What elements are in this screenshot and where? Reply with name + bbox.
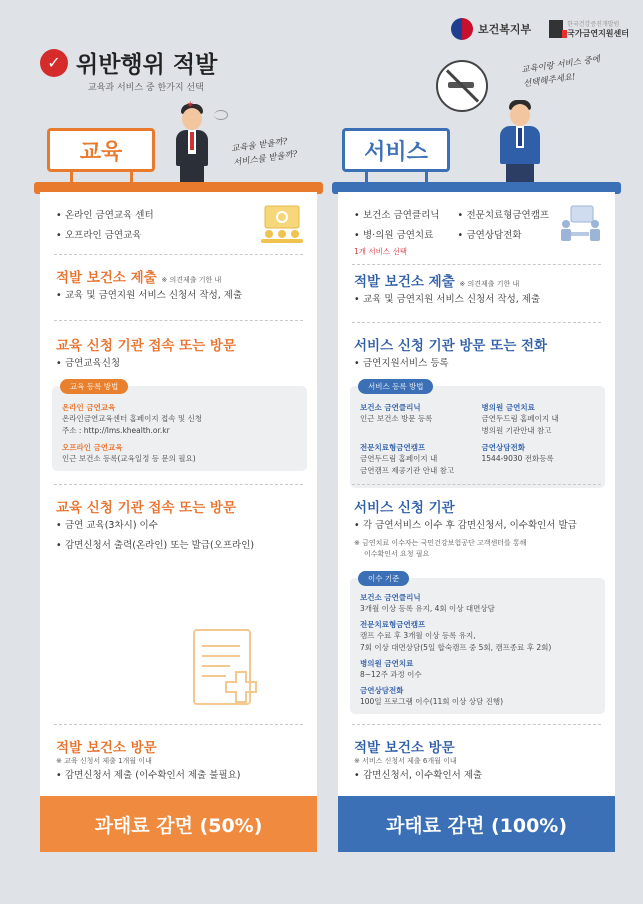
center-logo — [549, 20, 629, 38]
education-tag: 교육 — [47, 128, 155, 172]
no-smoking-icon — [436, 60, 488, 112]
service-select-note: 1개 서비스 선택 — [354, 247, 408, 256]
service-completion-box: 이수 기준 보건소 금연클리닉 3개월 이상 등록 유지, 4회 이상 대면상담 전문치료형금연캠프 캠프 수료 후 3개월 이상 등록 유지, 7회 이상 대면상담(5일 합숙캠프 중 5회, 캠프종료 후 2회) 병의원 금연치료 8~12주 과정 이수 금연상담전화 100일 프로그램 이수(11회 이상 상담 진행) — [350, 578, 605, 714]
speech-bubble-right: 교육이랑 서비스 중에 선택해주세요! — [520, 54, 601, 90]
service-registration-box: 서비스 등록 방법 보건소 금연클리닉 인근 보건소 방문 등록 병의원 금연치료 금연두드림 홈페이지 내 병의원 기관안내 참고 전문치료형금연캠프 금연두드림 홈페이지 내 금연캠프 제공기관 안내 참고 금연상담전화 1544-9030 전화등록 — [350, 386, 605, 488]
stress-mark-icon: ✶ — [186, 100, 195, 111]
speech-bubble-left: 교육을 받을까? 서비스를 받을까? — [230, 136, 299, 169]
check-mark-icon: ✓ — [40, 49, 68, 77]
document-icon — [190, 624, 270, 714]
service-tag: 서비스 — [342, 128, 450, 172]
consultation-icon — [557, 204, 603, 244]
page-title: 위반행위 적발 — [76, 52, 218, 78]
service-step-apply: 서비스 신청 기관 방문 또는 전화 • 금연지원서비스 등록 — [354, 334, 603, 374]
education-reduction-banner: 과태료 감면 (50%) — [40, 796, 317, 852]
service-reduction-banner: 과태료 감면 (100%) — [338, 796, 615, 852]
officer-illustration — [496, 100, 544, 184]
education-step-complete: 교육 신청 기관 접속 또는 방문 • 금연 교육(3차시) 이수 • 감면신청서 출력(온라인) 또는 발급(오프라인) — [56, 496, 305, 556]
education-intro: • 온라인 금연교육 센터 • 오프라인 금연교육 — [56, 206, 305, 246]
center-small-name: 한국건강증진개발원 — [567, 21, 620, 28]
education-step-submit: 적발 보건소 제출 ※ 의견제출 기한 내 • 교육 및 금연지원 서비스 신청서 작성, 제출 — [56, 266, 305, 306]
service-step-complete: 서비스 신청 기관 • 각 금연서비스 이수 후 감면신청서, 이수확인서 발급 ※ 금연치료 이수자는 국민건강보험공단 고객센터를 통해 이수확인서 요청 필요 — [354, 496, 603, 560]
center-mark-icon — [549, 20, 563, 38]
smoke-icon — [214, 110, 228, 120]
taeguk-emblem-icon — [451, 18, 473, 40]
education-panel — [40, 192, 317, 798]
header-logos — [451, 18, 629, 40]
service-panel — [338, 192, 615, 798]
service-step-submit: 적발 보건소 제출 ※ 의견제출 기한 내 • 교육 및 금연지원 서비스 신청서 작성, 제출 — [354, 270, 603, 310]
ministry-logo — [451, 18, 531, 40]
education-step-visit: 적발 보건소 방문 ※ 교육 신청서 제출 1개월 이내 • 감면신청서 제출 (이수확인서 제출 불필요) — [56, 736, 305, 786]
online-lecture-icon — [259, 204, 305, 244]
smoker-illustration — [172, 104, 212, 184]
education-step-apply: 교육 신청 기관 접속 또는 방문 • 금연교육신청 — [56, 334, 305, 374]
service-intro: • 보건소 금연클리닉 • 전문치료형금연캠프 • 병·의원 금연치료 • 금연상담전화 1개 서비스 선택 — [354, 206, 555, 257]
education-registration-box: 교육 등록 방법 온라인 금연교육 온라인금연교육센터 홈페이지 접속 및 신청 주소 : http://lms.khealth.or.kr 오프라인 금연교육 인근 보건소 등록(교육일정 등 문의 필요) — [52, 386, 307, 471]
ministry-name: 보건복지부 — [478, 23, 532, 36]
service-step-visit: 적발 보건소 방문 ※ 서비스 신청서 제출 6개월 이내 • 감면신청서, 이수확인서 제출 — [354, 736, 603, 786]
page-title-block — [40, 46, 217, 79]
center-name: 국가금연지원센터 — [567, 29, 629, 38]
page-subtitle: 교육과 서비스 중 한가지 선택 — [88, 83, 204, 93]
